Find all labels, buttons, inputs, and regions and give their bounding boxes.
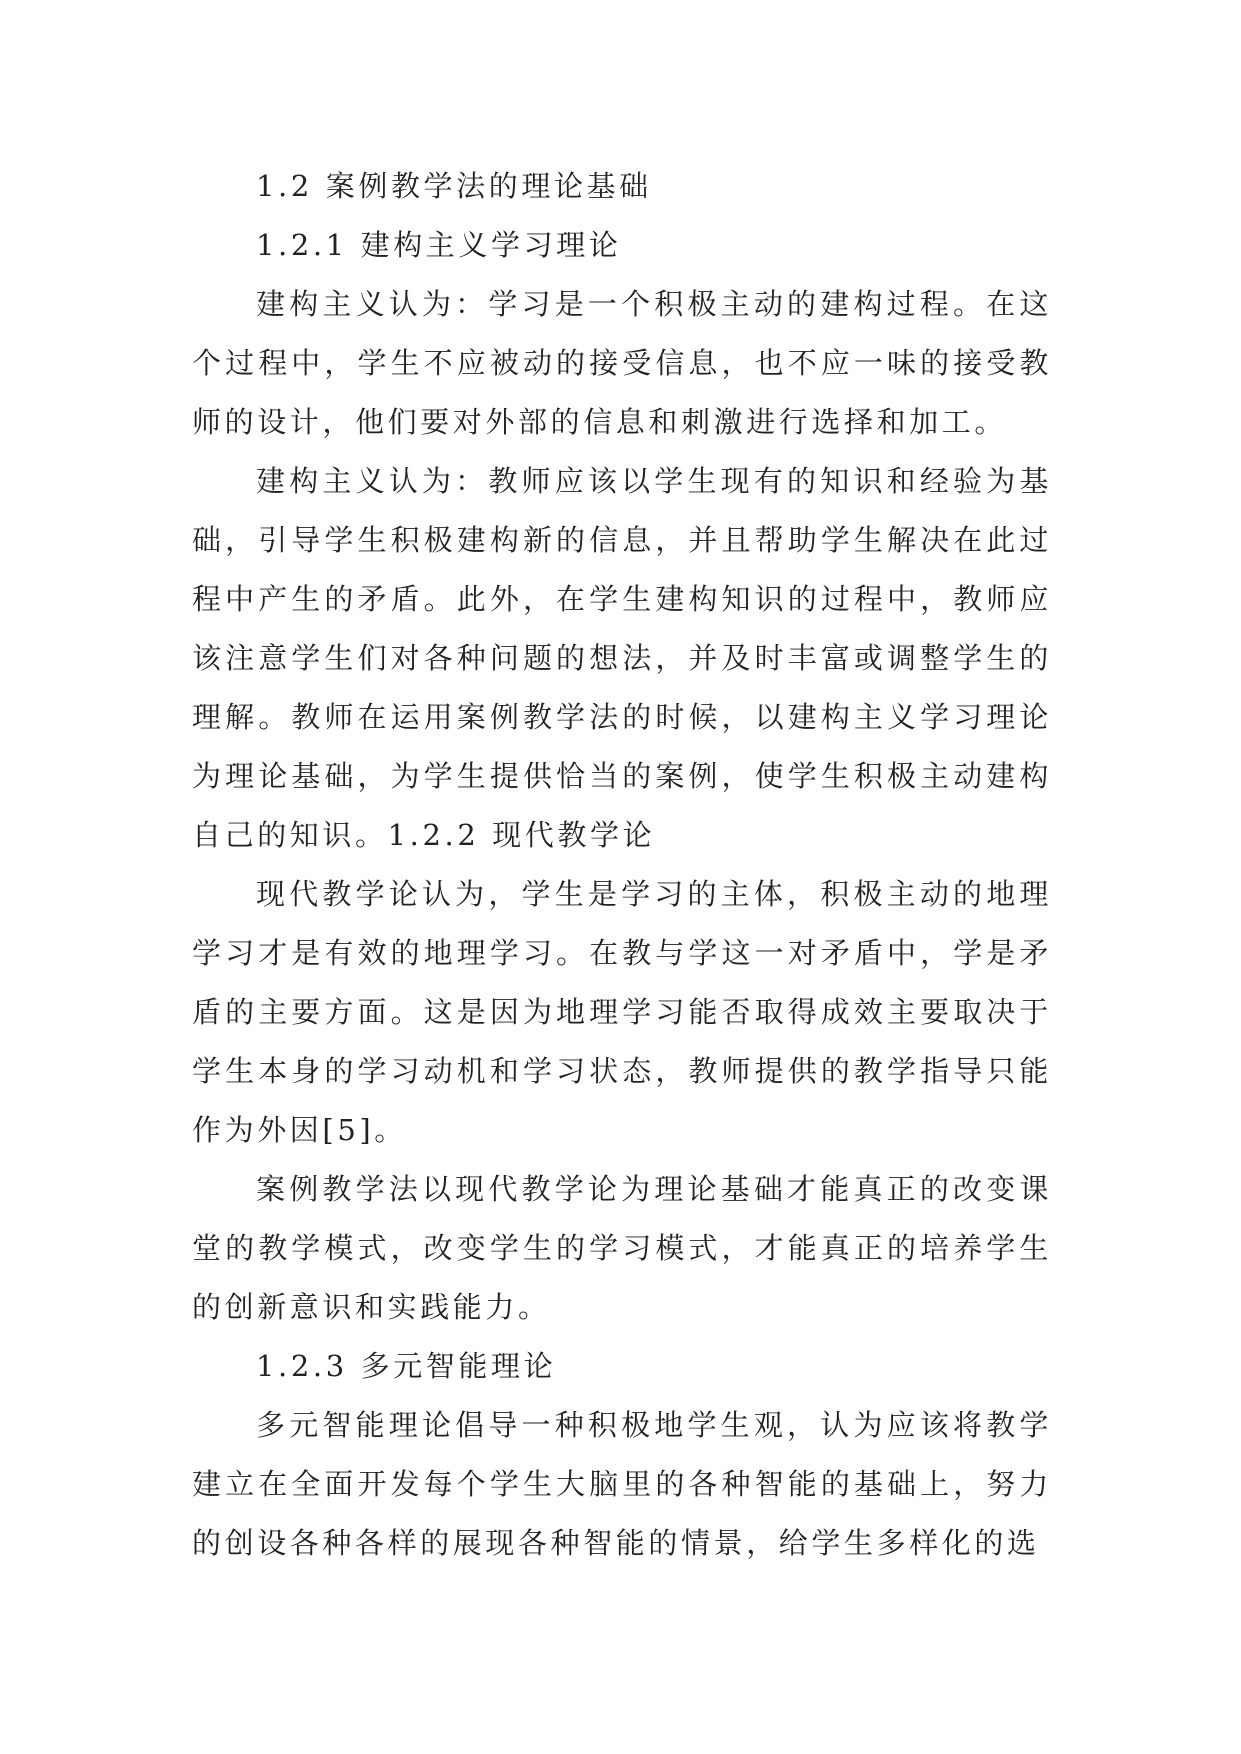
- section-heading-1-2-3: 1.2.3 多元智能理论: [256, 1349, 557, 1383]
- paragraph-modern-teaching-2: 案例教学法以现代教学论为理论基础才能真正的改变课堂的教学模式，改变学生的学习模式，才能真正的培养学生的创新意识和实践能力。: [192, 1172, 1052, 1324]
- paragraph-modern-teaching-1: 现代教学论认为，学生是学习的主体，积极主动的地理学习才是有效的地理学习。在教与学这一对矛盾中，学是矛盾的主要方面。这是因为地理学习能否取得成效主要取决于学生本身的学习动机和学习状态，教师提供的教学指导只能作为外因[5]。: [192, 877, 1052, 1147]
- section-heading-1-2: 1.2 案例教学法的理论基础: [256, 169, 652, 203]
- document-body: [192, 157, 1052, 1573]
- paragraph-constructivism-2: 建构主义认为：教师应该以学生现有的知识和经验为基础，引导学生积极建构新的信息，并且帮助学生解决在此过程中产生的矛盾。此外，在学生建构知识的过程中，教师应该注意学生们对各种问题的想法，并及时丰富或调整学生的理解。教师在运用案例教学法的时候，以建构主义学习理论为理论基础，为学生提供恰当的案例，使学生积极主动建构自己的知识。1.2.2 现代教学论: [192, 464, 1052, 852]
- paragraph-constructivism-1: 建构主义认为：学习是一个积极主动的建构过程。在这个过程中，学生不应被动的接受信息，也不应一味的接受教师的设计，他们要对外部的信息和刺激进行选择和加工。: [192, 287, 1052, 439]
- section-heading-1-2-1: 1.2.1 建构主义学习理论: [256, 228, 622, 262]
- paragraph-multiple-intelligences: 多元智能理论倡导一种积极地学生观，认为应该将教学建立在全面开发每个学生大脑里的各种智能的基础上，努力的创设各种各样的展现各种智能的情景，给学生多样化的选: [192, 1408, 1052, 1560]
